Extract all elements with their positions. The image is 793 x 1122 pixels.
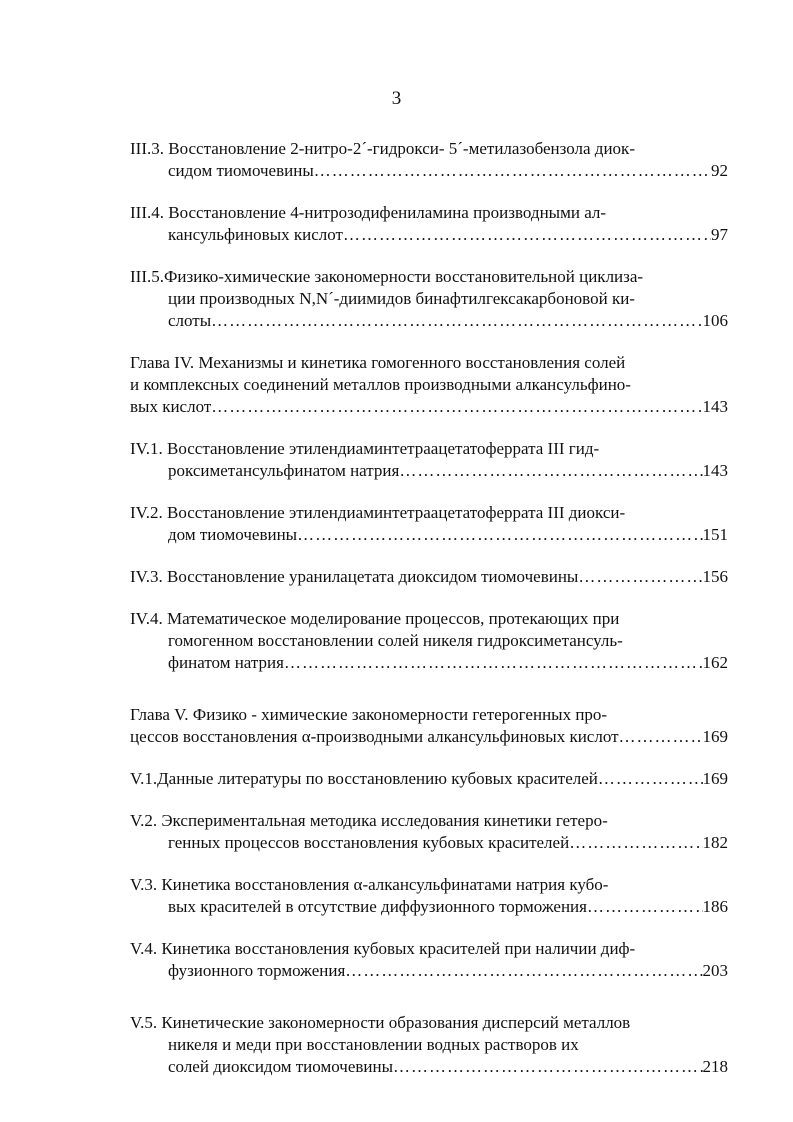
toc-entry-line: ции производных N,N´-диимидов бинафтилгексакарбоновой ки-	[168, 289, 635, 308]
toc-entry-line: IV.2. Восстановление этилендиаминтетраацетатоферрата III диокси-	[130, 503, 626, 522]
toc-entry-page: 169	[702, 727, 728, 746]
toc-entry-title-end: дом тиомочевины	[168, 525, 298, 544]
dot-leader	[598, 768, 703, 790]
toc-entry-leader-line	[130, 726, 728, 748]
toc-entry-chapter-iv[interactable]	[130, 352, 728, 418]
dot-leader	[587, 896, 703, 918]
dot-leader	[619, 726, 703, 748]
toc-entry-leader-line	[130, 896, 728, 918]
toc-entry-v-3[interactable]	[130, 874, 728, 918]
toc-entry-line: никеля и меди при восстановлении водных растворов их	[168, 1035, 579, 1054]
toc-entry-title-end: роксиметансульфинатом натрия	[168, 461, 400, 480]
toc-entry-line: V.5. Кинетические закономерности образования дисперсий металлов	[130, 1013, 631, 1032]
toc-entry-line: III.5.Физико-химические закономерности восстановительной циклиза-	[130, 267, 644, 286]
toc-entry-line: III.3. Восстановление 2-нитро-2´-гидрокси- 5´-метилазобензола диок-	[130, 139, 635, 158]
toc-entry-leader-line	[130, 160, 728, 182]
page-number: 3	[391, 88, 402, 109]
toc-entry-line: IV.4. Математическое моделирование процессов, протекающих при	[130, 609, 620, 628]
toc-entry-leader-line	[130, 832, 728, 854]
toc-entry-leader-line	[130, 1056, 728, 1078]
toc-entry-title-end: сидом тиомочевины	[168, 161, 314, 180]
toc-entry-title-end: фузионного торможения	[168, 961, 346, 980]
toc-entry-title-end: вых красителей в отсутствие диффузионного торможения	[168, 897, 587, 916]
toc-entry-line: V.3. Кинетика восстановления α-алкансульфинатами натрия кубо-	[130, 875, 609, 894]
dot-leader	[399, 460, 702, 482]
dot-leader	[569, 832, 702, 854]
toc-entry-page: 97	[711, 225, 728, 244]
toc-entry-leader-line	[130, 310, 728, 332]
toc-entry-leader-line	[130, 524, 728, 546]
toc-entry-title-end: слоты	[168, 311, 212, 330]
toc-entry-v-2[interactable]	[130, 810, 728, 854]
dot-leader	[211, 396, 702, 418]
dot-leader	[297, 524, 702, 546]
toc-entry-page: 169	[702, 769, 728, 788]
toc-entry-iv-3[interactable]	[130, 566, 728, 588]
dot-leader	[284, 652, 703, 674]
toc-entry-page: 92	[711, 161, 728, 180]
toc-entry-iv-4[interactable]	[130, 608, 728, 674]
toc-entry-page: 143	[702, 461, 728, 480]
dot-leader	[314, 160, 711, 182]
toc-entry-v-1[interactable]	[130, 768, 728, 790]
toc-entry-page: 186	[702, 897, 728, 916]
toc-entry-page: 156	[702, 567, 728, 586]
table-of-contents	[130, 138, 728, 1078]
toc-entry-page: 106	[702, 311, 728, 330]
toc-entry-title-end: солей диоксидом тиомочевины	[168, 1057, 394, 1076]
toc-entry-leader-line	[130, 566, 728, 588]
toc-entry-chapter-v[interactable]	[130, 704, 728, 748]
toc-entry-iii-3[interactable]	[130, 138, 728, 182]
toc-entry-line: Глава V. Физико - химические закономерности гетерогенных про-	[130, 705, 608, 724]
toc-entry-title-end: IV.3. Восстановление уранилацетата диоксидом тиомочевины	[130, 567, 579, 586]
dot-leader	[345, 960, 702, 982]
toc-entry-title-end: V.1.Данные литературы по восстановлению кубовых красителей	[130, 769, 598, 788]
toc-entry-title-end: цессов восстановления α-производными алкансульфиновых кислот	[130, 727, 619, 746]
toc-entry-title-end: финатом натрия	[168, 653, 284, 672]
toc-entry-line: Глава IV. Механизмы и кинетика гомогенного восстановления солей	[130, 353, 626, 372]
toc-entry-title-end: вых кислот	[130, 397, 212, 416]
toc-entry-line: гомогенном восстановлении солей никеля гидроксиметансуль-	[168, 631, 623, 650]
toc-entry-page: 218	[702, 1057, 728, 1076]
toc-entry-line: III.4. Восстановление 4-нитрозодифениламина производными ал-	[130, 203, 607, 222]
toc-entry-leader-line	[130, 396, 728, 418]
toc-entry-iv-2[interactable]	[130, 502, 728, 546]
dot-leader	[393, 1056, 702, 1078]
toc-entry-page: 151	[702, 525, 728, 544]
toc-entry-v-5[interactable]	[130, 1012, 728, 1078]
toc-entry-line: IV.1. Восстановление этилендиаминтетраацетатоферрата III гид-	[130, 439, 600, 458]
toc-entry-v-4[interactable]	[130, 938, 728, 982]
dot-leader	[343, 224, 711, 246]
toc-entry-iii-4[interactable]	[130, 202, 728, 246]
toc-entry-iv-1[interactable]	[130, 438, 728, 482]
toc-entry-leader-line	[130, 652, 728, 674]
toc-entry-leader-line	[130, 460, 728, 482]
toc-entry-line: V.2. Экспериментальная методика исследования кинетики гетеро-	[130, 811, 608, 830]
toc-entry-leader-line	[130, 768, 728, 790]
toc-entry-line: и комплексных соединений металлов производными алкансульфино-	[130, 375, 631, 394]
toc-entry-title-end: кансульфиновых кислот	[168, 225, 343, 244]
toc-entry-leader-line	[130, 224, 728, 246]
toc-entry-page: 162	[702, 653, 728, 672]
dot-leader	[578, 566, 702, 588]
toc-entry-page: 182	[702, 833, 728, 852]
toc-entry-page: 203	[702, 961, 728, 980]
toc-entry-title-end: генных процессов восстановления кубовых красителей	[168, 833, 570, 852]
dot-leader	[211, 310, 702, 332]
toc-entry-line: V.4. Кинетика восстановления кубовых красителей при наличии диф-	[130, 939, 636, 958]
toc-entry-page: 143	[702, 397, 728, 416]
toc-entry-leader-line	[130, 960, 728, 982]
toc-entry-iii-5[interactable]	[130, 266, 728, 332]
